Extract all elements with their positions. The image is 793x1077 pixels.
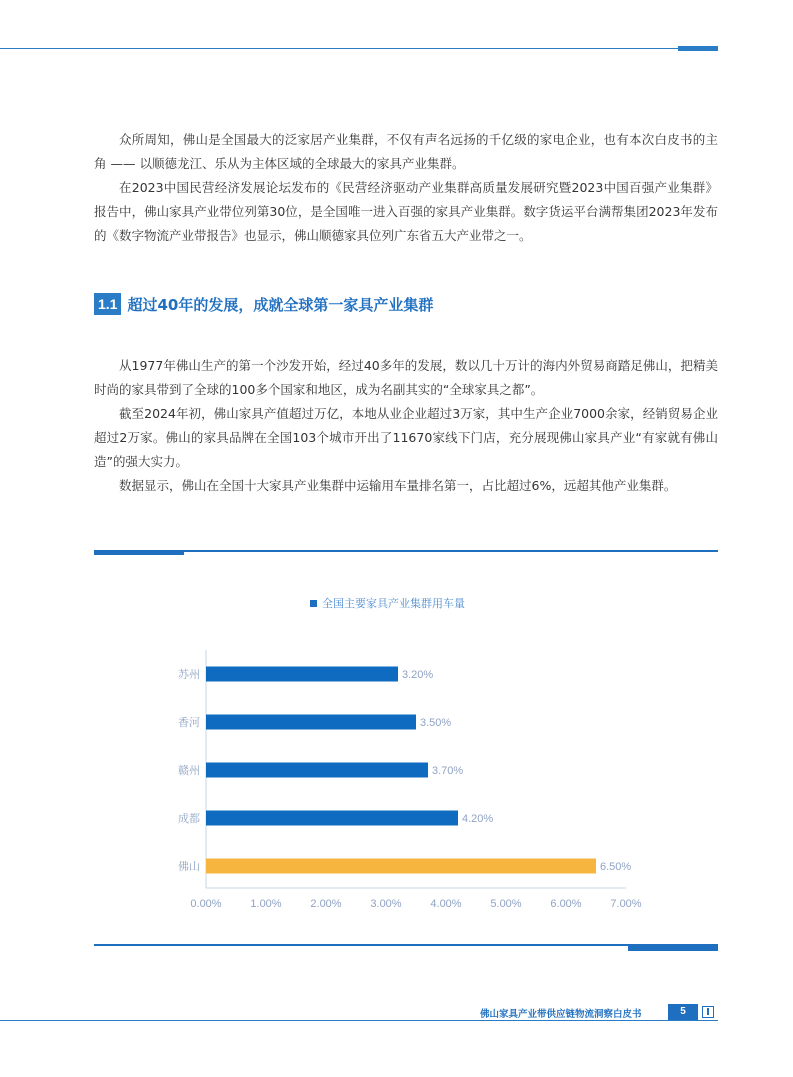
x-tick-label: 4.00% xyxy=(430,898,462,910)
x-tick-label: 7.00% xyxy=(610,898,642,910)
value-label: 3.20% xyxy=(402,669,434,681)
footer-rule xyxy=(0,1020,718,1021)
legend-swatch xyxy=(310,600,317,607)
category-label: 苏州 xyxy=(178,668,200,681)
category-label: 佛山 xyxy=(178,860,200,873)
bar xyxy=(206,715,416,730)
value-label: 3.70% xyxy=(432,765,464,777)
chart-legend xyxy=(310,596,465,610)
legend-label: 全国主要家具产业集群用车量 xyxy=(322,597,465,610)
x-tick-label: 6.00% xyxy=(550,898,582,910)
bar xyxy=(206,811,458,826)
bar xyxy=(206,667,398,682)
section-paragraph-2: 截至2024年初，佛山家具产值超过万亿，本地从业企业超过3万家，其中生产企业7000余家，经销贸易企业超过2万家。佛山的家具品牌在全国103个城市开出了11670家线下门店，充分展现佛山家具产业“有家就有佛山造”的强大实力。 xyxy=(94,406,718,469)
page-number: 5 xyxy=(668,1004,698,1020)
value-label: 3.50% xyxy=(420,717,452,729)
chart-bottom-rule xyxy=(94,944,718,946)
x-tick-label: 3.00% xyxy=(370,898,402,910)
category-label: 成都 xyxy=(178,812,200,825)
chart-bottom-accent xyxy=(628,946,718,951)
intro-paragraph-2: 在2023中国民营经济发展论坛发布的《民营经济驱动产业集群高质量发展研究暨2023中国百强产业集群》报告中，佛山家具产业带位列第30位，是全国唯一进入百强的家具产业集群。数字货运平台满帮集团2023年发布的《数字物流产业带报告》也显示，佛山顺德家具位列广东省五大产业带之一。 xyxy=(94,180,718,243)
bar xyxy=(206,859,596,874)
footer-title: 佛山家具产业带供应链物流洞察白皮书 xyxy=(480,1009,642,1020)
x-tick-label: 0.00% xyxy=(190,898,222,910)
section-title: 超过40年的发展，成就全球第一家具产业集群 xyxy=(127,295,434,314)
category-label: 赣州 xyxy=(178,764,200,777)
bar xyxy=(206,763,428,778)
x-tick-label: 1.00% xyxy=(250,898,282,910)
section-number: 1.1 xyxy=(94,293,121,315)
value-label: 4.20% xyxy=(462,813,494,825)
x-tick-label: 2.00% xyxy=(310,898,342,910)
value-label: 6.50% xyxy=(600,861,632,873)
book-icon xyxy=(702,1006,714,1018)
intro-paragraph-1: 众所周知，佛山是全国最大的泛家居产业集群，不仅有声名远扬的千亿级的家电企业，也有本次白皮书的主角 —— 以顺德龙江、乐从为主体区域的全球最大的家具产业集群。 xyxy=(94,132,718,171)
x-tick-label: 5.00% xyxy=(490,898,522,910)
section-paragraph-1: 从1977年佛山生产的第一个沙发开始，经过40多年的发展，数以几十万计的海内外贸易商踏足佛山，把精美时尚的家具带到了全球的100多个国家和地区，成为名副其实的“全球家具之都”。 xyxy=(94,358,718,397)
section-paragraph-3: 数据显示，佛山在全国十大家具产业集群中运输用车量排名第一，占比超过6%，远超其他产业集群。 xyxy=(119,478,677,493)
category-label: 香河 xyxy=(178,716,200,729)
